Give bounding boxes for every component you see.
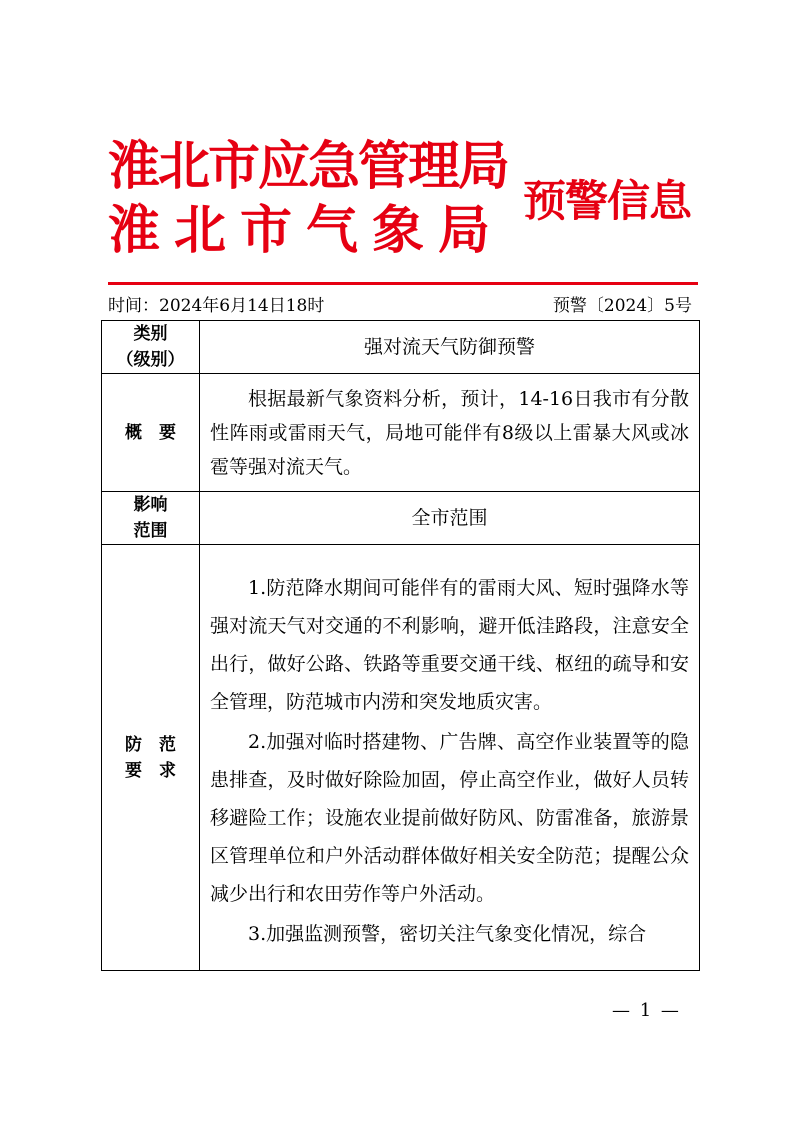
requirement-item: 2.加强对临时搭建物、广告牌、高空作业装置等的隐患排查，及时做好除险加固，停止高空作业，做好人员转移避险工作；设施农业提前做好防风、防雷准备，旅游景区管理单位和户外活动群体做好相关安全防范；提醒公众减少出行和农田劳作等户外活动。 (210, 730, 689, 905)
scope-label (102, 492, 200, 545)
scope-label-line2: 范围 (133, 521, 168, 541)
category-label-line1: 类别 (133, 324, 168, 344)
summary-value: 根据最新气象资料分析，预计，14-16日我市有分散性阵雨或雷雨天气，局地可能伴有8级以上雷暴大风或冰雹等强对流天气。 (210, 387, 689, 478)
requirements-cell (200, 545, 700, 971)
requirements-label-line1: 防 范 (125, 734, 176, 755)
category-label-line2: （级别） (116, 350, 185, 370)
category-label (102, 321, 200, 374)
requirements-label-line2: 要 求 (125, 760, 176, 781)
warning-info-table (101, 320, 700, 971)
document-type-title: 预警信息 (523, 177, 691, 227)
issuer-emergency-bureau: 淮北市应急管理局 (108, 136, 509, 197)
requirements-label (102, 545, 200, 971)
page-number: — 1 — (612, 1000, 681, 1021)
scope-value: 全市范围 (200, 492, 700, 545)
document-number: 预警〔2024〕5号 (552, 296, 692, 316)
summary-label: 概 要 (102, 374, 200, 492)
table-row-scope (102, 492, 700, 545)
document-header (108, 135, 698, 285)
table-row-category (102, 321, 700, 374)
issuer-meteorological-bureau: 淮北市气象局 (108, 200, 505, 261)
document-meta (108, 294, 698, 318)
summary-cell (200, 374, 700, 492)
table-row-summary (102, 374, 700, 492)
table-row-requirements (102, 545, 700, 971)
requirements-text (200, 561, 699, 953)
category-value: 强对流天气防御预警 (200, 321, 700, 374)
issue-time: 时间：2024年6月14日18时 (108, 296, 325, 316)
red-header-rule (108, 282, 698, 285)
requirement-item: 1.防范降水期间可能伴有的雷雨大风、短时强降水等强对流天气对交通的不利影响，避开低洼路段，注意安全出行，做好公路、铁路等重要交通干线、枢纽的疏导和安全管理，防范城市内涝和突发地质灾害。 (210, 576, 689, 713)
scope-label-line1: 影响 (133, 495, 168, 515)
requirement-item: 3.加强监测预警，密切关注气象变化情况，综合 (248, 922, 647, 945)
